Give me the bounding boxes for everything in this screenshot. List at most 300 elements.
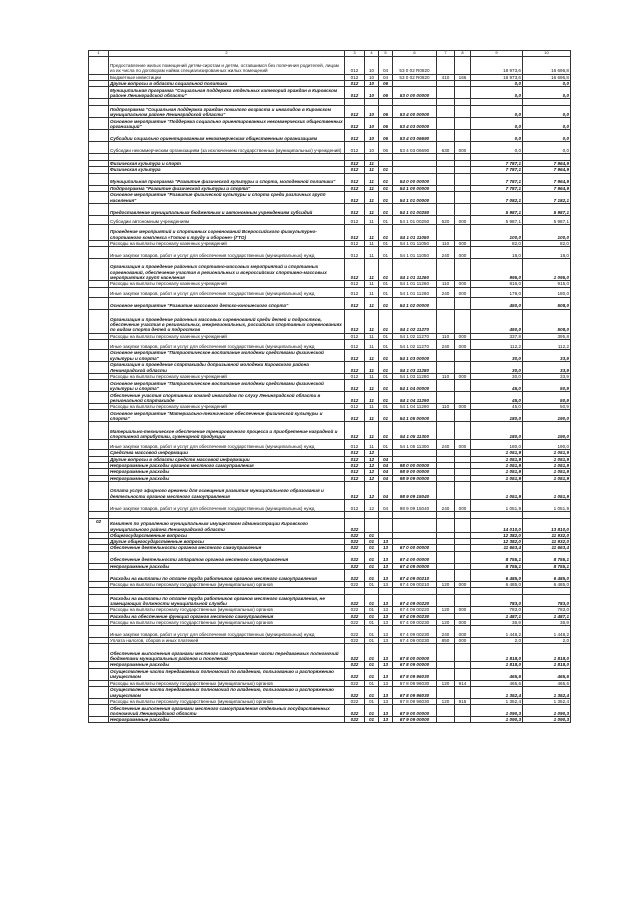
row-section: 11 — [365, 392, 379, 404]
row-amount-year1: 1 051,9 — [471, 450, 523, 456]
row-section: 12 — [365, 462, 379, 468]
row-kosgu — [455, 410, 471, 422]
row-subsection: 04 — [379, 456, 393, 462]
row-amount-year1: 0,0 — [471, 130, 523, 142]
row-subsection: 13 — [379, 662, 393, 668]
row-expense-type — [437, 717, 455, 723]
row-target-article: 67 4 09 00000 — [393, 563, 437, 569]
row-section: 01 — [365, 595, 379, 607]
row-subsection — [379, 588, 393, 595]
row-target-article: 98 9 09 15040 — [393, 499, 437, 511]
row-expense-type: 120 — [437, 607, 455, 613]
table-row — [89, 717, 571, 723]
row-kosgu — [455, 361, 471, 373]
row-amount-year1: 18 973,6 — [471, 56, 523, 74]
section-number — [89, 287, 109, 297]
row-name: Бюджетные инвестиции — [109, 74, 345, 80]
row-name: Расходы на выплаты персоналу казенных учреждений — [109, 241, 345, 247]
row-target-article: 53 0 00 00000 — [393, 87, 437, 99]
row-subsection: 01 — [379, 339, 393, 349]
row-section: 10 — [365, 87, 379, 99]
row-expense-type: 240 — [437, 287, 455, 297]
row-grbs: 022 — [345, 705, 365, 717]
row-target-article: 67 4 09 00230 — [393, 638, 437, 644]
section-number — [89, 142, 109, 154]
row-target-article: 54 1 01 11050 — [393, 241, 437, 247]
row-grbs: 012 — [345, 297, 365, 309]
row-name: Осуществление части передаваемых полномочий по владению, пользованию и распоряжению имуществом — [109, 668, 345, 680]
row-amount-year2: 0,0 — [523, 142, 571, 154]
row-section: 01 — [365, 680, 379, 686]
table-row — [89, 106, 571, 118]
row-amount-year2: 16 696,8 — [523, 56, 571, 74]
row-amount-year1 — [471, 511, 523, 518]
row-expense-type — [437, 154, 455, 161]
row-amount-year1: 783,0 — [471, 607, 523, 613]
col-header: 9 — [471, 51, 523, 57]
row-section: 01 — [365, 717, 379, 723]
row-amount-year1: 450,0 — [471, 297, 523, 309]
table-row — [89, 588, 571, 595]
table-row — [89, 216, 571, 225]
section-number — [89, 569, 109, 581]
row-amount-year1: 112,2 — [471, 339, 523, 349]
row-subsection: 13 — [379, 607, 393, 613]
row-kosgu: 000 — [455, 281, 471, 287]
row-expense-type — [437, 569, 455, 581]
row-target-article: 54 1 05 11300 — [393, 440, 437, 450]
row-name: Осуществление части передаваемых полномочий по владению, пользованию и распоряжению имуществом — [109, 686, 345, 698]
section-number — [89, 87, 109, 99]
row-amount-year1: 30,0 — [471, 373, 523, 379]
section-number — [89, 410, 109, 422]
row-amount-year1: 45,0 — [471, 392, 523, 404]
row-kosgu — [455, 297, 471, 309]
row-target-article: 67 4 00 00000 — [393, 551, 437, 563]
row-grbs: 012 — [345, 333, 365, 339]
row-name: Иные закупки товаров, работ и услуг для обеспечения государственных (муниципальных) нужд — [109, 499, 345, 511]
row-amount-year2: 1 352,4 — [523, 686, 571, 698]
row-amount-year2: 190,0 — [523, 410, 571, 422]
row-grbs — [345, 588, 365, 595]
row-expense-type — [437, 349, 455, 361]
row-grbs: 012 — [345, 173, 365, 185]
row-subsection: 01 — [379, 333, 393, 339]
row-grbs: 012 — [345, 475, 365, 481]
row-section: 11 — [365, 204, 379, 216]
row-subsection: 13 — [379, 569, 393, 581]
section-number — [89, 309, 109, 333]
row-amount-year1: 0,0 — [471, 106, 523, 118]
row-section: 12 — [365, 481, 379, 499]
row-expense-type: 240 — [437, 339, 455, 349]
row-amount-year1: 5 987,1 — [471, 204, 523, 216]
section-number — [89, 380, 109, 392]
row-subsection — [379, 511, 393, 518]
row-amount-year1: 1 090,3 — [471, 717, 523, 723]
row-subsection: 06 — [379, 87, 393, 99]
row-amount-year1: 100,0 — [471, 225, 523, 241]
row-amount-year2: 1 090,3 — [523, 705, 571, 717]
row-amount-year1: 1 487,1 — [471, 613, 523, 619]
row-section: 01 — [365, 698, 379, 704]
row-amount-year2: 8 755,1 — [523, 563, 571, 569]
row-subsection: 13 — [379, 613, 393, 619]
row-amount-year2: 33,9 — [523, 361, 571, 373]
row-name: Расходы на выплаты персоналу государственных (муниципальных) органов — [109, 680, 345, 686]
row-amount-year2: 11 932,0 — [523, 539, 571, 545]
section-number — [89, 247, 109, 259]
row-grbs: 022 — [345, 686, 365, 698]
section-number — [89, 644, 109, 662]
row-subsection: 01 — [379, 440, 393, 450]
row-section: 01 — [365, 668, 379, 680]
row-amount-year1: 337,8 — [471, 333, 523, 339]
row-target-article: 67 4 09 00230 — [393, 626, 437, 638]
row-grbs: 012 — [345, 499, 365, 511]
row-grbs: 012 — [345, 410, 365, 422]
section-number — [89, 440, 109, 450]
row-subsection: 06 — [379, 130, 393, 142]
row-grbs: 012 — [345, 142, 365, 154]
row-amount-year1: 0,0 — [471, 80, 523, 86]
row-expense-type — [437, 361, 455, 373]
row-subsection: 04 — [379, 56, 393, 74]
row-subsection: 01 — [379, 185, 393, 191]
row-kosgu: 915 — [455, 698, 471, 704]
table-row — [89, 339, 571, 349]
table-row — [89, 173, 571, 185]
row-section: 01 — [365, 563, 379, 569]
row-amount-year2: 11 932,0 — [523, 532, 571, 538]
row-grbs: 022 — [345, 644, 365, 662]
row-target-article: 54 0 00 00000 — [393, 173, 437, 185]
row-name: Подпрограмма "Социальная поддержка граждан пожилого возраста и инвалидов в Кировском муниципальном районе Ленинградской области" — [109, 106, 345, 118]
row-subsection: 04 — [379, 481, 393, 499]
row-amount-year1: 7 787,1 — [471, 167, 523, 173]
row-name: Физическая культура — [109, 167, 345, 173]
row-target-article: 67 9 09 00000 — [393, 717, 437, 723]
row-kosgu — [455, 518, 471, 532]
row-section: 11 — [365, 281, 379, 287]
row-grbs: 012 — [345, 118, 365, 130]
row-amount-year1: 18 973,6 — [471, 74, 523, 80]
row-amount-year1: 11 663,4 — [471, 545, 523, 551]
row-subsection: 01 — [379, 422, 393, 440]
row-section: 12 — [365, 475, 379, 481]
row-name: Расходы на выплаты персоналу казенных учреждений — [109, 281, 345, 287]
section-number — [89, 626, 109, 638]
row-target-article: 67 8 09 96030 — [393, 686, 437, 698]
row-name: Основное мероприятие "Патриотическое воспитание молодежи средствами физической культуры и спорта" — [109, 349, 345, 361]
row-amount-year2 — [523, 511, 571, 518]
section-number — [89, 297, 109, 309]
row-kosgu: 000 — [455, 581, 471, 587]
row-amount-year2: 16 696,8 — [523, 74, 571, 80]
row-name: Другие вопросы в области средств массовой информации — [109, 456, 345, 462]
table-row — [89, 118, 571, 130]
row-amount-year1: 1 051,9 — [471, 456, 523, 462]
row-grbs: 012 — [345, 80, 365, 86]
row-kosgu — [455, 481, 471, 499]
row-kosgu — [455, 130, 471, 142]
row-amount-year1: 180,0 — [471, 440, 523, 450]
row-section: 12 — [365, 499, 379, 511]
row-section: 10 — [365, 106, 379, 118]
row-grbs: 022 — [345, 595, 365, 607]
row-amount-year2: 7 182,1 — [523, 192, 571, 204]
row-subsection: 13 — [379, 581, 393, 587]
row-subsection: 13 — [379, 551, 393, 563]
row-name: Непрограммные расходы органов местного самоуправления — [109, 462, 345, 468]
row-name — [109, 154, 345, 161]
row-amount-year2: 1 051,9 — [523, 469, 571, 475]
row-amount-year1 — [471, 154, 523, 161]
row-kosgu — [455, 644, 471, 662]
row-section: 12 — [365, 469, 379, 475]
row-target-article: 54 1 01 11050 — [393, 225, 437, 241]
row-amount-year1: 995,0 — [471, 259, 523, 281]
row-amount-year1: 7 787,1 — [471, 173, 523, 185]
row-kosgu — [455, 349, 471, 361]
row-kosgu: 000 — [455, 404, 471, 410]
row-amount-year1: 0,0 — [471, 142, 523, 154]
row-amount-year2: 5 987,1 — [523, 204, 571, 216]
row-target-article: 54 1 02 11270 — [393, 309, 437, 333]
row-kosgu: 000 — [455, 499, 471, 511]
row-amount-year1: 2,0 — [471, 638, 523, 644]
row-amount-year1: 8 755,1 — [471, 563, 523, 569]
row-section: 11 — [365, 287, 379, 297]
row-amount-year2: 7 964,9 — [523, 185, 571, 191]
row-section: 11 — [365, 173, 379, 185]
row-amount-year1: 30,0 — [471, 349, 523, 361]
row-expense-type: 850 — [437, 638, 455, 644]
row-target-article: 98 0 00 00000 — [393, 462, 437, 468]
row-target-article: 53 4 03 06690 — [393, 130, 437, 142]
row-grbs: 012 — [345, 349, 365, 361]
row-name: Обеспечение участия спортивных команд инвалидов по слуху Ленинградской области в региональной спартакиаде — [109, 392, 345, 404]
row-amount-year1: 816,0 — [471, 281, 523, 287]
row-target-article: 54 1 01 00250 — [393, 204, 437, 216]
table-row — [89, 686, 571, 698]
section-number — [89, 551, 109, 563]
row-grbs — [345, 511, 365, 518]
row-amount-year2: 1 051,9 — [523, 462, 571, 468]
row-name: Обеспечение выполнения органами местного самоуправления части передаваемых полномочий бюджетами муниципальных районов и поселений — [109, 644, 345, 662]
row-target-article: 67 0 00 00000 — [393, 545, 437, 551]
row-subsection: 01 — [379, 216, 393, 225]
row-amount-year2: 1 448,2 — [523, 626, 571, 638]
row-section — [365, 154, 379, 161]
row-amount-year2: 0,0 — [523, 118, 571, 130]
row-subsection: 01 — [379, 309, 393, 333]
table-row — [89, 247, 571, 259]
row-grbs: 012 — [345, 481, 365, 499]
row-section: 11 — [365, 410, 379, 422]
row-expense-type — [437, 380, 455, 392]
row-grbs: 022 — [345, 581, 365, 587]
row-grbs: 022 — [345, 545, 365, 551]
row-section: 11 — [365, 309, 379, 333]
row-name: Обеспечение выполнения органами местного самоуправления отдельных государственных полномочий Ленинградской области — [109, 705, 345, 717]
row-kosgu — [455, 204, 471, 216]
row-name: Непрограммные расходы — [109, 475, 345, 481]
row-name: Организация и проведение районных спортивно-массовых мероприятий и спортивных соревнований, обеспечение участия в региональных и всероссийских спортивно-массовых мероприятиях групп населения — [109, 259, 345, 281]
row-section: 01 — [365, 619, 379, 625]
row-expense-type — [437, 106, 455, 118]
budget-table-body — [89, 51, 571, 723]
row-subsection: 13 — [379, 668, 393, 680]
row-grbs: 012 — [345, 161, 365, 167]
row-grbs: 022 — [345, 680, 365, 686]
row-section: 01 — [365, 607, 379, 613]
row-amount-year1: 179,0 — [471, 287, 523, 297]
row-name: Физическая культура и спорт — [109, 161, 345, 167]
row-amount-year1: 18,0 — [471, 247, 523, 259]
row-kosgu: 000 — [455, 216, 471, 225]
row-name: Уплата налогов, сборов и иных платежей — [109, 638, 345, 644]
row-expense-type — [437, 173, 455, 185]
row-section: 11 — [365, 373, 379, 379]
row-grbs — [345, 99, 365, 106]
row-kosgu: 914 — [455, 680, 471, 686]
row-subsection: 01 — [379, 192, 393, 204]
row-amount-year2: 1 051,9 — [523, 481, 571, 499]
row-amount-year1: 1 090,3 — [471, 705, 523, 717]
row-grbs: 022 — [345, 539, 365, 545]
row-expense-type: 110 — [437, 404, 455, 410]
row-expense-type — [437, 705, 455, 717]
table-row — [89, 130, 571, 142]
row-amount-year1: 1 051,9 — [471, 462, 523, 468]
row-amount-year2: 465,6 — [523, 680, 571, 686]
row-grbs: 012 — [345, 185, 365, 191]
row-amount-year1: 1 818,0 — [471, 644, 523, 662]
row-target-article: 53 4 03 06690 — [393, 142, 437, 154]
row-target-article — [393, 511, 437, 518]
row-subsection: 13 — [379, 539, 393, 545]
col-header: 10 — [523, 51, 571, 57]
row-grbs: 022 — [345, 668, 365, 680]
row-kosgu — [455, 259, 471, 281]
row-grbs: 012 — [345, 130, 365, 142]
table-row — [89, 626, 571, 638]
section-number — [89, 204, 109, 216]
row-name: Расходы на выплаты по оплате труда работников органов местного самоуправления, не замещающих должности муниципальной службы — [109, 595, 345, 607]
row-target-article: 98 9 09 00000 — [393, 475, 437, 481]
row-target-article: 67 8 09 00000 — [393, 662, 437, 668]
row-grbs: 012 — [345, 287, 365, 297]
row-amount-year1: 82,0 — [471, 241, 523, 247]
section-number — [89, 349, 109, 361]
row-amount-year1: 1 051,9 — [471, 469, 523, 475]
row-section: 12 — [365, 456, 379, 462]
row-name — [109, 588, 345, 595]
row-kosgu: 000 — [455, 373, 471, 379]
row-subsection: 13 — [379, 698, 393, 704]
row-expense-type — [437, 297, 455, 309]
section-number — [89, 499, 109, 511]
row-grbs: 022 — [345, 613, 365, 619]
row-grbs: 012 — [345, 309, 365, 333]
row-grbs: 012 — [345, 216, 365, 225]
row-target-article: 67 4 09 00230 — [393, 619, 437, 625]
row-section: 01 — [365, 626, 379, 638]
row-expense-type — [437, 422, 455, 440]
row-amount-year1: 1 051,9 — [471, 475, 523, 481]
row-kosgu — [455, 154, 471, 161]
row-kosgu — [455, 56, 471, 74]
row-section: 01 — [365, 532, 379, 538]
row-expense-type — [437, 118, 455, 130]
table-row — [89, 99, 571, 106]
col-header: 4 — [365, 51, 379, 57]
row-section — [365, 511, 379, 518]
row-kosgu: 000 — [455, 241, 471, 247]
row-kosgu: 166 — [455, 74, 471, 80]
row-amount-year2: 0,0 — [523, 80, 571, 86]
row-subsection — [379, 99, 393, 106]
row-subsection: 01 — [379, 380, 393, 392]
row-subsection: 13 — [379, 705, 393, 717]
row-kosgu: 000 — [455, 619, 471, 625]
row-expense-type — [437, 87, 455, 99]
row-section: 10 — [365, 56, 379, 74]
row-kosgu — [455, 569, 471, 581]
row-expense-type — [437, 392, 455, 404]
row-name: Расходы на выплаты персоналу казенных учреждений — [109, 333, 345, 339]
row-expense-type: 410 — [437, 74, 455, 80]
row-grbs: 022 — [345, 532, 365, 538]
table-row — [89, 440, 571, 450]
row-subsection: 01 — [379, 259, 393, 281]
row-section: 10 — [365, 118, 379, 130]
row-amount-year2: 5 987,1 — [523, 216, 571, 225]
row-amount-year1: 465,6 — [471, 680, 523, 686]
row-expense-type: 630 — [437, 142, 455, 154]
row-grbs: 022 — [345, 607, 365, 613]
row-amount-year2: 0,0 — [523, 87, 571, 99]
row-target-article: 54 1 01 11260 — [393, 287, 437, 297]
row-name: Муниципальная программа "Социальная поддержка отдельных категорий граждан в Кировском районе Ленинградской области" — [109, 87, 345, 99]
table-row — [89, 142, 571, 154]
row-subsection: 06 — [379, 142, 393, 154]
row-amount-year2: 6 485,0 — [523, 581, 571, 587]
row-amount-year2: 508,0 — [523, 309, 571, 333]
row-name: Основное мероприятие "Развитие физической культуры и спорта среди различных групп населения" — [109, 192, 345, 204]
row-amount-year2: 1 818,0 — [523, 662, 571, 668]
row-grbs: 012 — [345, 462, 365, 468]
row-target-article: 54 1 01 11260 — [393, 259, 437, 281]
row-amount-year2: 0,0 — [523, 106, 571, 118]
row-amount-year2: 7 964,9 — [523, 173, 571, 185]
row-expense-type — [437, 410, 455, 422]
row-target-article: 54 1 03 00000 — [393, 349, 437, 361]
row-section: 10 — [365, 74, 379, 80]
row-subsection: 13 — [379, 686, 393, 698]
row-kosgu — [455, 551, 471, 563]
row-amount-year2: 13 810,0 — [523, 518, 571, 532]
table-row — [89, 499, 571, 511]
table-row — [89, 481, 571, 499]
row-subsection: 13 — [379, 563, 393, 569]
row-section: 11 — [365, 167, 379, 173]
section-number — [89, 106, 109, 118]
row-subsection — [379, 518, 393, 532]
col-header: 3 — [345, 51, 365, 57]
row-amount-year2: 783,0 — [523, 595, 571, 607]
